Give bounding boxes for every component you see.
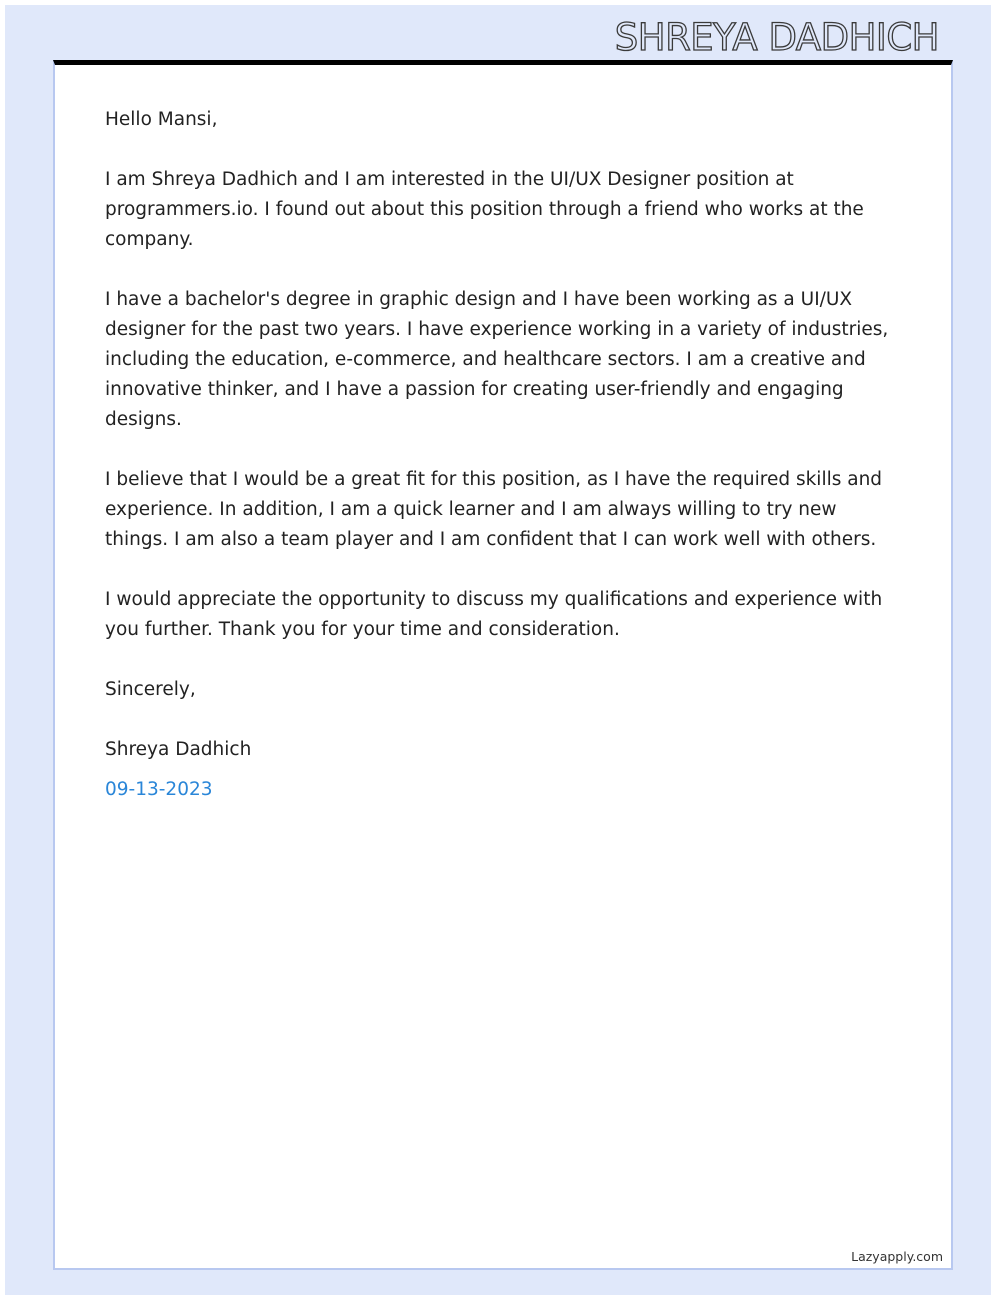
letter-date: 09-13-2023 bbox=[105, 779, 213, 800]
letter-paragraph-3: I believe that I would be a great fit for this position, as I have the required skills and experience. In addition, I am a quick learner and I am always willing to try new things. I am also a team player and I am confident that I can work well with others. bbox=[105, 469, 883, 550]
letter-paragraph-1: I am Shreya Dadhich and I am interested in the UI/UX Designer position at programmers.io. I found out about this position through a friend who works at the company. bbox=[105, 169, 864, 250]
page-background bbox=[5, 5, 991, 1295]
letter-closing: Sincerely, bbox=[105, 679, 196, 700]
letter-paragraph-2: I have a bachelor's degree in graphic design and I have been working as a UI/UX designer for the past two years. I have experience working in a variety of industries, including the education, e-commerce, and healthcare sectors. I am a creative and innovative thinker, and I have a passion for creating user-friendly and engaging designs. bbox=[105, 289, 889, 430]
letter-body bbox=[105, 105, 905, 835]
letter-paragraph-4: I would appreciate the opportunity to discuss my qualifications and experience with you further. Thank you for your time and consideration. bbox=[105, 589, 883, 640]
header-name: SHREYA DADHICH bbox=[614, 16, 939, 59]
footer-brand: Lazyapply.com bbox=[851, 1249, 943, 1264]
letter-greeting: Hello Mansi, bbox=[105, 109, 218, 130]
letter-signature: Shreya Dadhich bbox=[105, 739, 252, 760]
letter-paper bbox=[53, 60, 953, 1270]
